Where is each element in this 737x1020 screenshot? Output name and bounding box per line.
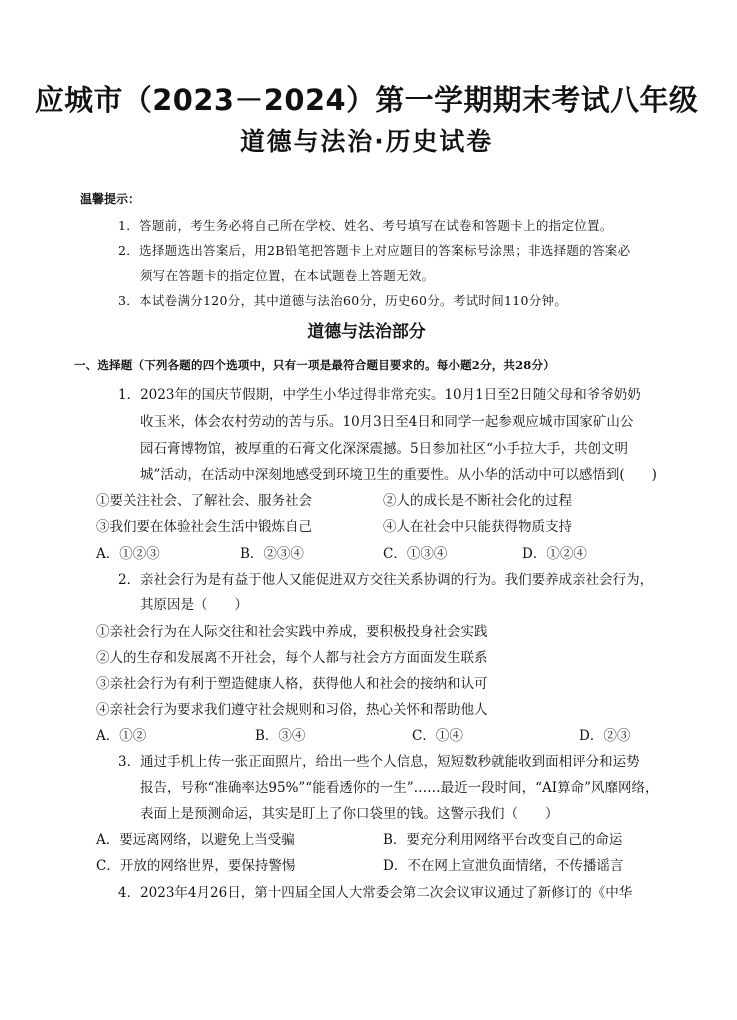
q3-choice-c: C．开放的网络世界，要保持警惕 bbox=[96, 858, 296, 874]
tips-label: 温馨提示： bbox=[80, 192, 141, 206]
q1-line-1: 1．2023年的国庆节假期，中学生小华过得非常充实。10月1日至2日随父母和爷爷奶奶 bbox=[118, 387, 641, 403]
q1-line-4: 城”活动，在活动中深刻地感受到环境卫生的重要性。从小华的活动中可以感悟到( ) bbox=[140, 467, 657, 483]
q3-line-3: 表面上是预测命运，其实是盯上了你口袋里的钱。这警示我们（ ） bbox=[140, 806, 559, 822]
q1-statement-4: ④人在社会中只能获得物质支持 bbox=[383, 519, 572, 535]
q3-choice-a: A．要远离网络，以避免上当受骗 bbox=[96, 832, 295, 848]
q2-choice-b: B．③④ bbox=[255, 728, 306, 744]
q1-choice-c: C．①③④ bbox=[383, 546, 448, 562]
q2-choice-c: C．①④ bbox=[412, 728, 463, 744]
q1-choice-b: B．②③④ bbox=[240, 546, 304, 562]
q2-line-2: 其原因是（ ） bbox=[140, 597, 248, 613]
q3-choice-b: B．要充分利用网络平台改变自己的命运 bbox=[383, 832, 623, 848]
q1-line-3: 园石膏博物馆，被厚重的石膏文化深深震撼。5日参加社区“小手拉大手，共创文明 bbox=[140, 441, 628, 457]
q1-statement-1: ①要关注社会、了解社会、服务社会 bbox=[96, 493, 312, 509]
q4-line-1: 4．2023年4月26日，第十四届全国人大常委会第二次会议审议通过了新修订的《中华 bbox=[118, 885, 633, 901]
exam-title: 应城市（2023－2024）第一学期期末考试八年级 bbox=[34, 83, 699, 117]
q1-choice-d: D．①②④ bbox=[522, 546, 587, 562]
q2-choice-d: D．②③ bbox=[579, 728, 631, 744]
q3-choice-d: D．不在网上宣泄负面情绪，不传播谣言 bbox=[383, 858, 624, 874]
q2-statement-4: ④亲社会行为要求我们遵守社会规则和习俗，热心关怀和帮助他人 bbox=[96, 702, 488, 718]
q2-statement-2: ②人的生存和发展离不开社会，每个人都与社会方方面面发生联系 bbox=[96, 650, 488, 666]
q2-choice-a: A．①② bbox=[96, 728, 147, 744]
q3-line-1: 3．通过手机上传一张正面照片，给出一些个人信息，短短数秒就能收到面相评分和运势 bbox=[118, 754, 640, 770]
tip-item-2: 2．选择题选出答案后，用2B铅笔把答题卡上对应题目的答案标号涂黑；非选择题的答案必 bbox=[118, 243, 631, 258]
tip-item-3: 3．本试卷满分120分，其中道德与法治60分，历史60分。考试时间110分钟。 bbox=[118, 293, 568, 308]
q2-line-1: 2．亲社会行为是有益于他人又能促进双方交往关系协调的行为。我们要养成亲社会行为， bbox=[118, 572, 654, 588]
q2-statement-3: ③亲社会行为有利于塑造健康人格，获得他人和社会的接纳和认可 bbox=[96, 676, 488, 692]
q2-statement-1: ①亲社会行为在人际交往和社会实践中养成，要积极投身社会实践 bbox=[96, 624, 488, 640]
q1-statement-2: ②人的成长是不断社会化的过程 bbox=[383, 493, 572, 509]
q1-statement-3: ③我们要在体验社会生活中锻炼自己 bbox=[96, 519, 312, 535]
exam-subtitle: 道德与法治·历史试卷 bbox=[239, 127, 494, 156]
q1-choice-a: A．①②③ bbox=[96, 546, 160, 562]
part-one-heading: 一、选择题（下列各题的四个选项中，只有一项是最符合题目要求的。每小题2分，共28分） bbox=[74, 358, 555, 372]
section-title: 道德与法治部分 bbox=[307, 322, 426, 342]
q3-line-2: 报告，号称“准确率达95%”“能看透你的一生”……最近一段时间，“AI算命”风靡网络， bbox=[140, 780, 659, 796]
tip-item-2-cont: 须写在答题卡的指定位置，在本试题卷上答题无效。 bbox=[140, 268, 435, 283]
q1-line-2: 收玉米，体会农村劳动的苦与乐。10月3日至4日和同学一起参观应城市国家矿山公 bbox=[140, 414, 634, 430]
tip-item-1: 1．答题前，考生务必将自己所在学校、姓名、考号填写在试卷和答题卡上的指定位置。 bbox=[118, 218, 613, 233]
